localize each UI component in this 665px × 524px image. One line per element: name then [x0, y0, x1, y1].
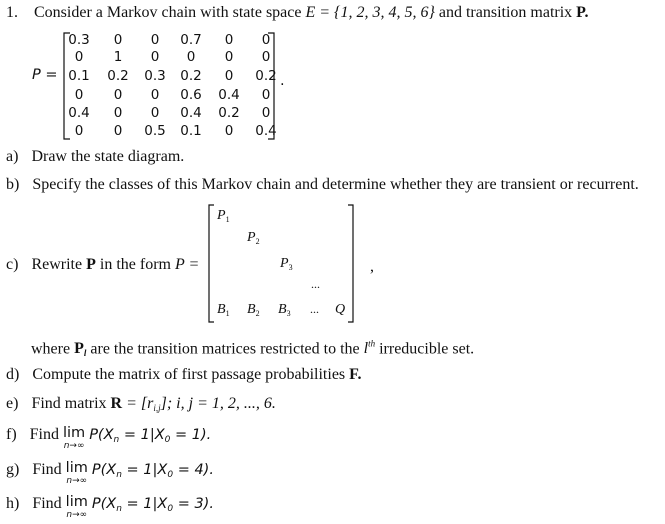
part-h-label: h) [6, 495, 20, 512]
part-c-lhs: P = [174, 256, 200, 273]
block-p1: $P_1$ [217, 208, 230, 224]
matrix-cell: 0 [224, 68, 234, 84]
part-e [6, 395, 276, 413]
part-g-expr: $P(X_n = 1|X_0 = 4)$. [91, 462, 214, 480]
matrix-cell: 0 [74, 49, 84, 65]
matrix-cell: 0 [224, 32, 234, 48]
part-a-label: a) [6, 148, 19, 165]
matrix-cell: 0.1 [180, 123, 202, 139]
block-b2: $B_2$ [247, 302, 260, 318]
part-f-lim: lim n→∞ [63, 425, 86, 451]
matrix-cell: 0.3 [144, 68, 166, 84]
part-c-label: c) [6, 256, 19, 273]
matrix-cell: 0 [113, 32, 123, 48]
part-g-lim: lim n→∞ [65, 460, 88, 486]
block-q: Q [335, 302, 346, 317]
part-b-text: Specify the classes of this Markov chain and determine whether they are transient or recurrent. [32, 176, 639, 193]
state-space: E = {1, 2, 3, 4, 5, 6} [305, 4, 435, 21]
part-h-expr: $P(X_n = 1|X_0 = 3)$. [91, 496, 214, 514]
block-comma: , [370, 258, 374, 275]
matrix-cell: 0.4 [68, 105, 90, 121]
matrix-cell: 0.2 [255, 68, 277, 84]
matrix-cell: 0 [224, 123, 234, 139]
block-left-bracket [209, 205, 214, 322]
matrix-cell: 0 [113, 105, 123, 121]
part-d-bold: F. [349, 366, 362, 383]
part-d [6, 366, 361, 384]
part-a-text: Draw the state diagram. [31, 148, 185, 165]
part-b-label: b) [6, 176, 20, 193]
block-right-bracket [348, 205, 353, 322]
part-e-label: e) [6, 395, 19, 412]
part-d-text: Compute the matrix of first passage probabilities [32, 366, 346, 383]
matrix-cell: 0.7 [180, 32, 202, 48]
matrix-cell: 0 [224, 49, 234, 65]
part-g-label: g) [6, 461, 20, 478]
matrix-name: P. [576, 4, 589, 21]
matrix-label: P = [32, 67, 58, 83]
matrix-cell: 0 [74, 87, 84, 103]
matrix-cell: 0 [150, 32, 160, 48]
part-c-text-pre: Rewrite [31, 256, 83, 273]
block-p2: $P_2$ [247, 230, 260, 246]
where-pre: where [31, 340, 71, 358]
matrix-cell: 0.1 [68, 68, 90, 84]
part-e-bold: R [110, 395, 123, 412]
part-h-text: Find [32, 495, 62, 512]
matrix-cell: 0.6 [180, 87, 202, 103]
where-bold: $P_l$ [74, 340, 87, 359]
matrix-cell: 0.3 [68, 32, 90, 48]
matrix-cell: 0 [186, 49, 196, 65]
matrix-cell: 1 [113, 49, 123, 65]
matrix-cell: 0 [261, 49, 271, 65]
block-b1: $B_1$ [217, 302, 230, 318]
matrix-end: . [280, 73, 285, 89]
matrix-cell: 0 [261, 87, 271, 103]
matrix-cell: 0 [113, 123, 123, 139]
block-row-dots: ... [310, 302, 319, 316]
matrix-cell: 0 [150, 49, 160, 65]
where-l: $l^{th}$ [363, 339, 376, 358]
matrix-cell: 0 [150, 105, 160, 121]
part-e-expr: = $[r_{i,j}]$; i, j = 1, 2, ..., 6. [126, 395, 276, 413]
part-b [6, 176, 639, 194]
block-p3: $P_3$ [280, 256, 293, 272]
matrix-cell: 0.4 [255, 123, 277, 139]
matrix-cell: 0 [74, 123, 84, 139]
part-c-text-post: in the form [99, 256, 171, 273]
part-c-where [31, 339, 474, 358]
matrix-cell: 0.2 [218, 105, 240, 121]
block-diag-dots: ... [311, 277, 320, 291]
matrix-cell: 0.4 [218, 87, 240, 103]
matrix-cell: 0 [261, 105, 271, 121]
part-e-text: Find matrix [31, 395, 107, 412]
part-a [6, 148, 184, 166]
matrix-cell: 0.2 [180, 68, 202, 84]
problem-number: 1. [6, 4, 18, 21]
matrix-cell: 0.5 [144, 123, 166, 139]
part-f-expr: $P(X_n = 1|X_0 = 1)$. [89, 427, 212, 445]
problem-intro: Consider a Markov chain with state space [34, 4, 302, 21]
part-c-bold: P [86, 256, 96, 273]
matrix-cell: 0.2 [107, 68, 129, 84]
part-g [6, 461, 214, 486]
matrix-cell: 0.4 [180, 105, 202, 121]
matrix-cell: 0 [150, 87, 160, 103]
problem-intro-tail: and transition matrix [438, 4, 573, 21]
part-d-label: d) [6, 366, 20, 383]
matrix-cell: 0 [261, 32, 271, 48]
part-h-lim: lim n→∞ [65, 494, 88, 520]
part-f [6, 426, 211, 451]
block-b3: $B_3$ [278, 302, 291, 318]
part-f-label: f) [6, 426, 17, 443]
where-mid: are the transition matrices restricted to the [90, 340, 360, 358]
part-c [6, 256, 199, 274]
part-h [6, 495, 214, 520]
matrix-cell: 0 [113, 87, 123, 103]
part-g-text: Find [32, 461, 62, 478]
where-post: irreducible set. [379, 340, 475, 358]
part-f-text: Find [29, 426, 59, 443]
matrix-left-bracket [64, 33, 70, 139]
